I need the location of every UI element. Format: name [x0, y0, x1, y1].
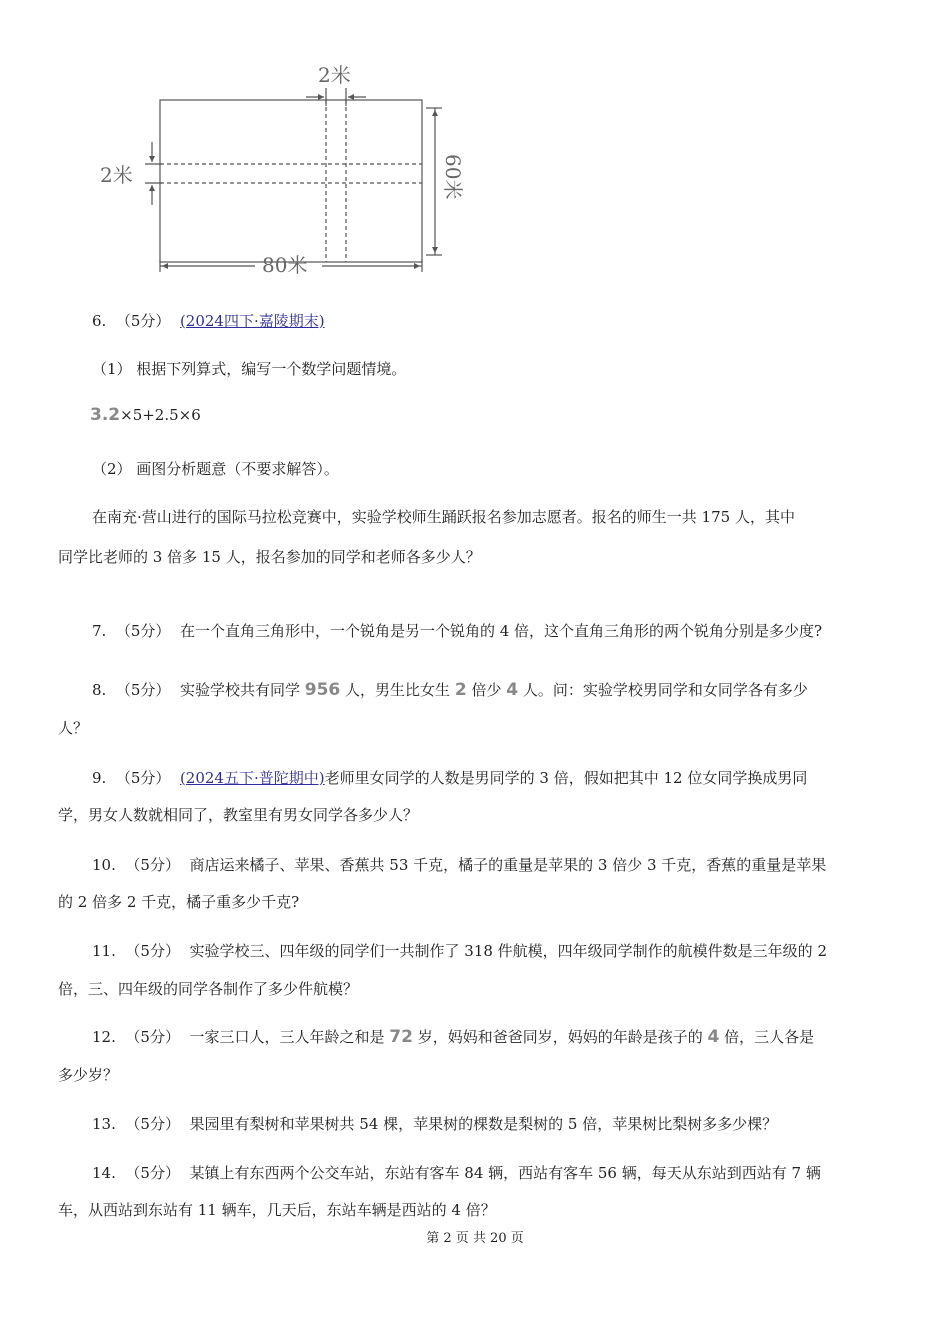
question-6-story-line2: 同学比老师的 3 倍多 15 人，报名参加的同学和老师各多少人？	[58, 548, 481, 566]
question-9-line2: 学，男女人数就相同了，教室里有男女同学各多少人？	[58, 806, 419, 824]
question-text: 在一个直角三角形中，一个锐角是另一个锐角的 4 倍，这个直角三角形的两个锐角分别是多少度?	[179, 622, 823, 640]
question-10	[0, 854, 950, 876]
question-number: 10.	[92, 856, 116, 874]
question-6-header	[0, 310, 950, 332]
question-number: 13.	[92, 1115, 116, 1133]
bold-number: 2	[454, 680, 467, 700]
field-diagram	[90, 50, 470, 285]
question-number: 9.	[92, 769, 107, 787]
question-source-link[interactable]: (2024四下·嘉陵期末)	[179, 312, 325, 330]
question-score: （5分）	[125, 1164, 180, 1182]
question-number: 14.	[92, 1164, 116, 1182]
question-7	[0, 620, 950, 642]
question-score: （5分）	[125, 1115, 180, 1133]
top-width-label: 2米	[318, 63, 351, 87]
question-8	[0, 679, 950, 701]
question-text: 果园里有梨树和苹果树共 54 棵，苹果树的棵数是梨树的 5 倍，苹果树比梨树多多少棵？	[189, 1115, 778, 1133]
question-14	[0, 1162, 950, 1184]
question-6-formula	[0, 404, 950, 426]
question-number: 12.	[92, 1028, 116, 1046]
question-number: 7.	[92, 622, 107, 640]
question-6-part2: （2） 画图分析题意（不要求解答）。	[92, 460, 339, 478]
question-number: 8.	[92, 681, 107, 699]
question-score: （5分）	[125, 942, 180, 960]
question-score: （5分）	[125, 856, 180, 874]
question-score: （5分）	[115, 622, 171, 640]
bold-number: 72	[389, 1027, 413, 1047]
page-footer: 第 2 页 共 20 页	[426, 1231, 524, 1246]
field-rectangle	[160, 100, 422, 262]
question-text: 某镇上有东西两个公交车站，东站有客车 84 辆，西站有客车 56 辆，每天从东站到西站有 7 辆	[189, 1164, 821, 1182]
question-12	[0, 1026, 950, 1048]
question-11-line2: 倍，三、四年级的同学各制作了多少件航模？	[58, 980, 359, 998]
question-score: （5分）	[115, 769, 171, 787]
question-text: 人。问：实验学校男同学和女同学各有多少	[522, 681, 808, 699]
question-text: 实验学校三、四年级的同学们一共制作了 318 件航模，四年级同学制作的航模件数是三年级的 2	[189, 942, 827, 960]
formula-rest: ×5+2.5×6	[120, 406, 201, 424]
question-12-line2: 多少岁？	[58, 1066, 119, 1084]
question-text: 人，男生比女生	[345, 681, 451, 699]
question-text: 岁，妈妈和爸爸同岁，妈妈的年龄是孩子的	[417, 1028, 703, 1046]
question-text: 老师里女同学的人数是男同学的 3 倍，假如把其中 12 位女同学换成男同	[324, 769, 808, 787]
question-9	[0, 767, 950, 789]
question-number: 6.	[92, 312, 107, 330]
question-11	[0, 940, 950, 962]
question-source-link[interactable]: (2024五下·普陀期中)	[179, 769, 325, 787]
question-text: 商店运来橘子、苹果、香蕉共 53 千克，橘子的重量是苹果的 3 倍少 3 千克，香蕉的重量是苹果	[189, 856, 827, 874]
question-13	[0, 1113, 950, 1135]
question-score: （5分）	[115, 312, 171, 330]
question-score: （5分）	[115, 681, 171, 699]
height-label: 60米	[441, 154, 465, 200]
question-text: 倍少	[471, 681, 502, 699]
question-14-line2: 车，从西站到东站有 11 辆车，几天后，东站车辆是西站的 4 倍？	[58, 1201, 496, 1219]
question-6-story-line1: 在南充·营山进行的国际马拉松竞赛中，实验学校师生踊跃报名参加志愿者。报名的师生一共 175 人，其中	[92, 508, 795, 526]
left-width-label: 2米	[100, 163, 133, 187]
question-score: （5分）	[125, 1028, 180, 1046]
question-text: 倍，三人各是	[724, 1028, 815, 1046]
formula-number: 3.2	[90, 405, 121, 425]
question-10-line2: 的 2 倍多 2 千克，橘子重多少千克?	[58, 893, 300, 911]
bold-number: 4	[707, 1027, 720, 1047]
rectangle-field-figure	[90, 50, 470, 285]
question-8-line2: 人？	[58, 719, 89, 737]
question-text: 实验学校共有同学	[179, 681, 300, 699]
question-number: 11.	[92, 942, 116, 960]
length-label: 80米	[262, 253, 308, 277]
bold-number: 956	[304, 680, 341, 700]
bold-number: 4	[506, 680, 519, 700]
question-6-part1: （1） 根据下列算式，编写一个数学问题情境。	[92, 360, 407, 378]
question-text: 一家三口人，三人年龄之和是	[189, 1028, 385, 1046]
